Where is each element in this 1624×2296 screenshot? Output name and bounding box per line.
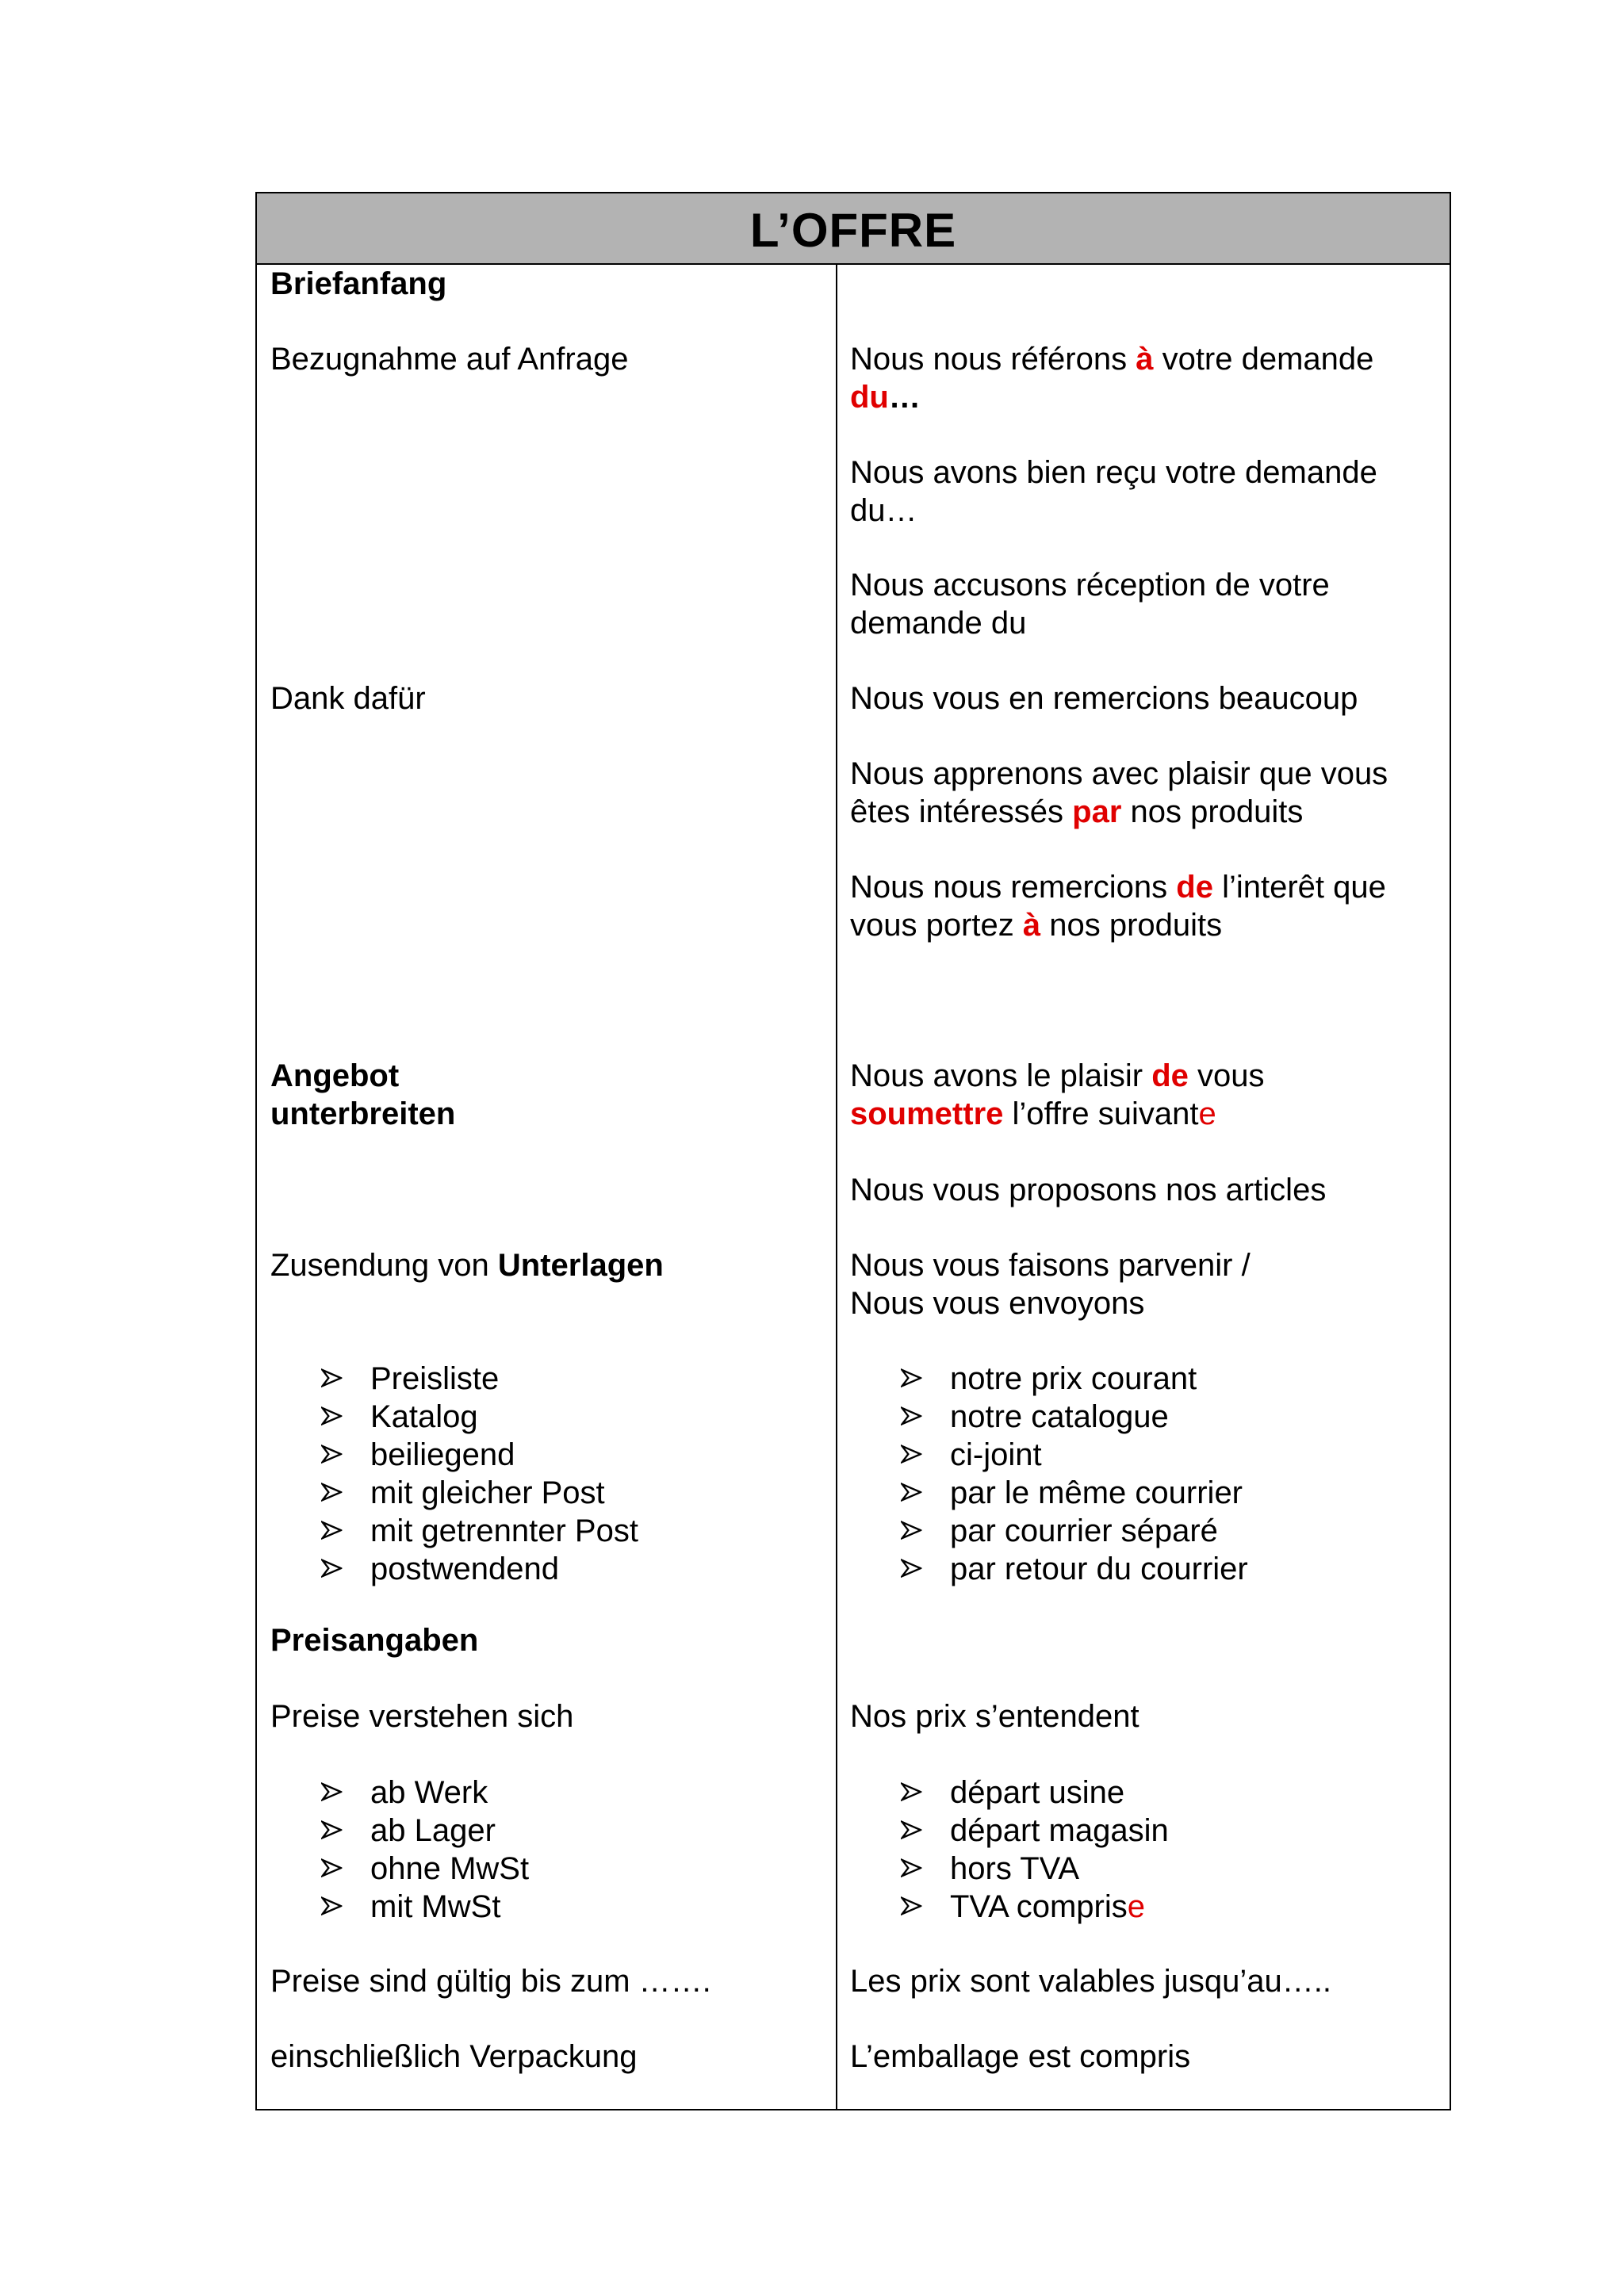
arrowhead-bullet-icon — [901, 1512, 928, 1550]
heading-briefanfang: Briefanfang — [270, 266, 447, 301]
right-emballage: L’emballage est compris — [850, 2039, 1191, 2074]
arrowhead-bullet-icon — [321, 1360, 348, 1398]
left-bezugnahme: Bezugnahme auf Anfrage — [270, 342, 629, 377]
highlight-word: par — [1072, 794, 1122, 829]
zusendung-text: Zusendung von — [270, 1248, 498, 1283]
left-dank: Dank dafür — [270, 681, 426, 716]
right-apprenons-line2: êtes intéressés par nos produits — [850, 794, 1304, 829]
right-avons-recu-line2: du… — [850, 493, 917, 528]
zusendung-bold: Unterlagen — [497, 1248, 664, 1283]
left-zusendung — [270, 1246, 664, 1284]
right-faisons-line2: Nous vous envoyons — [850, 1286, 1145, 1321]
arrowhead-bullet-icon — [901, 1774, 928, 1812]
highlight-word: à — [1022, 908, 1041, 943]
table-header — [257, 193, 1450, 265]
arrowhead-bullet-icon — [901, 1888, 928, 1926]
column-divider — [836, 263, 837, 2110]
right-referons-line1: Nous nous référons à votre demande — [850, 342, 1374, 377]
highlight-word: de — [1176, 870, 1213, 905]
arrowhead-bullet-icon — [321, 1888, 348, 1926]
right-valables: Les prix sont valables jusqu’au….. — [850, 1964, 1331, 1999]
arrowhead-bullet-icon — [901, 1550, 928, 1588]
right-remercions: Nous vous en remercions beaucoup — [850, 681, 1358, 716]
arrowhead-bullet-icon — [901, 1398, 928, 1436]
highlight-word: à — [1136, 342, 1154, 377]
arrowhead-bullet-icon — [901, 1812, 928, 1850]
right-interet-line1: Nous nous remercions de l’interêt que — [850, 870, 1386, 905]
arrowhead-bullet-icon — [321, 1550, 348, 1588]
heading-angebot-line1: Angebot — [270, 1058, 400, 1093]
arrowhead-bullet-icon — [901, 1360, 928, 1398]
highlight-word: du — [850, 380, 889, 415]
arrowhead-bullet-icon — [321, 1512, 348, 1550]
right-plaisir-line1: Nous avons le plaisir de vous — [850, 1058, 1265, 1093]
arrowhead-bullet-icon — [901, 1474, 928, 1512]
arrowhead-bullet-icon — [901, 1850, 928, 1888]
arrowhead-bullet-icon — [321, 1398, 348, 1436]
right-plaisir-line2: soumettre l’offre suivante — [850, 1096, 1216, 1131]
left-verpackung: einschließlich Verpackung — [270, 2039, 638, 2074]
right-prix-entendent: Nos prix s’entendent — [850, 1699, 1139, 1734]
heading-preisangaben: Preisangaben — [270, 1623, 479, 1658]
right-proposons: Nous vous proposons nos articles — [850, 1173, 1327, 1207]
right-referons-line2: du… — [850, 380, 921, 415]
arrowhead-bullet-icon — [321, 1774, 348, 1812]
page-title: L’OFFRE — [749, 203, 957, 257]
highlight-word: de — [1151, 1058, 1189, 1093]
arrowhead-bullet-icon — [321, 1812, 348, 1850]
heading-angebot-line2: unterbreiten — [270, 1096, 456, 1131]
highlight-letter: e — [1198, 1096, 1216, 1131]
right-accusons-line1: Nous accusons réception de votre — [850, 568, 1330, 603]
right-interet-line2: vous portez à nos produits — [850, 908, 1223, 943]
arrowhead-bullet-icon — [901, 1436, 928, 1474]
arrowhead-bullet-icon — [321, 1474, 348, 1512]
arrowhead-bullet-icon — [321, 1850, 348, 1888]
right-apprenons-line1: Nous apprenons avec plaisir que vous — [850, 756, 1388, 791]
highlight-word: soumettre — [850, 1096, 1004, 1131]
right-faisons-line1: Nous vous faisons parvenir / — [850, 1248, 1251, 1283]
left-preise-gueltig: Preise sind gültig bis zum ……. — [270, 1964, 711, 1999]
arrowhead-bullet-icon — [321, 1436, 348, 1474]
right-accusons-line2: demande du — [850, 606, 1027, 641]
highlight-letter: e — [1127, 1889, 1145, 1924]
right-avons-recu-line1: Nous avons bien reçu votre demande — [850, 455, 1377, 490]
left-preise-verstehen: Preise verstehen sich — [270, 1699, 574, 1734]
